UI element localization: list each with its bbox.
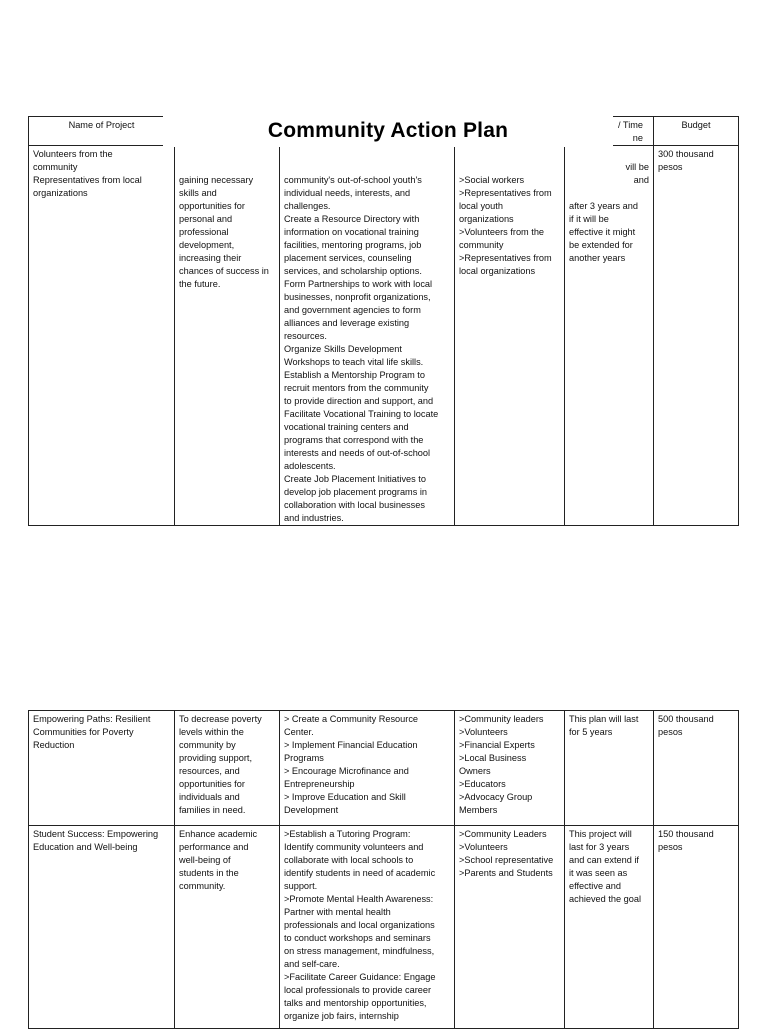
time-frame-cell: This plan will last for 5 years [565, 711, 654, 826]
action-plan-table-top [28, 116, 739, 526]
people-involved-text: >Social workers >Representatives from local youth organizations >Volunteers from the community >Representatives from local organizations [459, 175, 552, 276]
people-involved-cell [455, 146, 565, 526]
project-name-cell: Student Success: Empowering Education and Well-being [29, 826, 175, 1029]
time-frame-fragment: vill be and [625, 162, 649, 185]
activities-cell: > Create a Community Resource Center. > Implement Financial Education Programs > Encourage Microfinance and Entrepreneurship > Improve Education and Skill Development [280, 711, 455, 826]
header-time-frame: / Time ne [565, 117, 654, 146]
table-row [29, 146, 739, 526]
people-involved-cell: >Community leaders >Volunteers >Financial Experts >Local Business Owners >Educators >Advocacy Group Members [455, 711, 565, 826]
budget-cell: 300 thousand pesos [654, 146, 739, 526]
time-frame-text: after 3 years and if it will be effective it might be extended for another years [569, 201, 638, 263]
time-frame-cell [565, 146, 654, 526]
objective-cell: To decrease poverty levels within the community by providing support, resources, and opportunities for individuals and families in need. [175, 711, 280, 826]
activities-text: community's out-of-school youth's individual needs, interests, and challenges. Create a Resource Directory with information on vocational training facilities, mentoring programs, job placement services, counseling services, and scholarship options. Form Partnerships to work with local businesses, nonprofit organizations, and government agencies to form alliances and leverage existing resources. Organize Skills Development Workshops to teach vital life skills. Establish a Mentorship Program to recruit mentors from the community to provide direction and support, and Facilitate Vocational Training to locate vocational training centers and programs that correspond with the interests and needs of out-of-school adolescents. Create Job Placement Initiatives to develop job placement programs in collaboration with local businesses and industries. [284, 175, 439, 523]
budget-cell: 150 thousand pesos [654, 826, 739, 1029]
objective-cell [175, 146, 280, 526]
header-budget: Budget [654, 117, 739, 146]
activities-cell: >Establish a Tutoring Program: Identify community volunteers and collaborate with local schools to identify students in need of academic support. >Promote Mental Health Awareness: Partner with mental health professionals and local organizations to conduct workshops and seminars on stress management, mindfulness, and self-care. >Facilitate Career Guidance: Engage local professionals to provide career talks and mentorship opportunities, organize job fairs, internship [280, 826, 455, 1029]
objective-text: gaining necessary skills and opportunities for personal and professional development, increasing their chances of success in the future. [179, 175, 269, 289]
people-involved-cell: >Community Leaders >Volunteers >School representative >Parents and Students [455, 826, 565, 1029]
objective-cell: Enhance academic performance and well-being of students in the community. [175, 826, 280, 1029]
table-row [29, 711, 739, 826]
header-name-of-project: Name of Project [29, 117, 175, 146]
action-plan-table-bottom [28, 710, 739, 1029]
page-title: Community Action Plan [267, 119, 509, 142]
time-frame-cell: This project will last for 3 years and can extend if it was seen as effective and achieved the goal [565, 826, 654, 1029]
table-row [29, 826, 739, 1029]
project-people-cell: Volunteers from the community Representatives from local organizations [29, 146, 175, 526]
budget-cell: 500 thousand pesos [654, 711, 739, 826]
activities-cell [280, 146, 455, 526]
project-name-cell: Empowering Paths: Resilient Communities for Poverty Reduction [29, 711, 175, 826]
